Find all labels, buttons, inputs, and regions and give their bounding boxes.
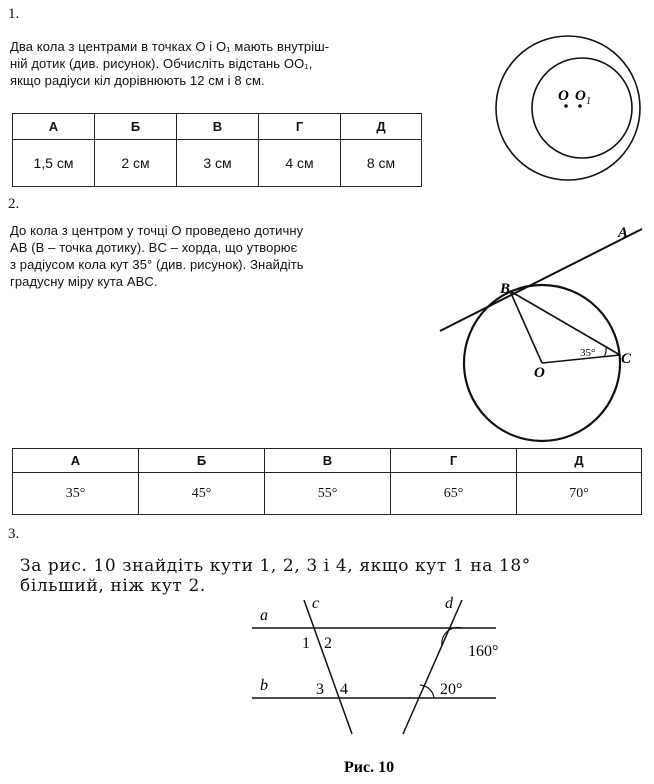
task1-text-line1: Два кола з центрами в точках О і О₁ мають внутріш- — [10, 39, 330, 54]
task2-text-line2: AB (B – точка дотику). BC – хорда, що утворює — [10, 240, 298, 255]
label-o1: O — [575, 88, 586, 104]
label-b: b — [260, 677, 268, 694]
radius-ob — [510, 291, 542, 363]
outer-circle — [496, 36, 640, 180]
angle-4-label: 4 — [340, 681, 348, 698]
inner-circle — [532, 58, 632, 158]
task3-parallel-lines-figure — [240, 592, 530, 782]
task3-text-line1: За рис. 10 знайдіть кути 1, 2, 3 і 4, якщо кут 1 на 18° — [20, 556, 531, 576]
task1-option-letter: Б — [95, 114, 177, 140]
task2-option-value: 35° — [13, 473, 139, 515]
task2-text-line3: з радіусом кола кут 35° (див. рисунок). Знайдіть — [10, 257, 304, 272]
center-o1-dot — [578, 104, 582, 108]
task2-tangent-figure — [430, 215, 654, 450]
angle-2-label: 2 — [324, 635, 332, 652]
task1-text — [10, 38, 450, 89]
task2-answer-table — [12, 448, 642, 515]
task3-text-line2: більший, ніж кут 2. — [20, 576, 206, 596]
task2-option-letter: Д — [517, 449, 642, 473]
angle-20-label: 20° — [440, 681, 463, 698]
task2-number: 2. — [8, 196, 20, 212]
angle-3-label: 3 — [316, 681, 324, 698]
task1-option-value: 4 см — [259, 140, 341, 187]
task3-number: 3. — [8, 526, 20, 542]
tangent-line-ab — [440, 229, 642, 331]
task1-option-value: 2 см — [95, 140, 177, 187]
angle-35-label: 35° — [580, 347, 596, 359]
task1-option-value: 8 см — [341, 140, 422, 187]
task2-option-value: 70° — [517, 473, 642, 515]
task2-option-letter: Б — [139, 449, 265, 473]
task3-text — [20, 556, 650, 596]
angle-160-label: 160° — [468, 643, 499, 660]
task1-option-value: 1,5 см — [13, 140, 95, 187]
task1-option-letter: Д — [341, 114, 422, 140]
label-c: c — [312, 595, 320, 612]
label-d: d — [445, 595, 453, 612]
arc-160 — [442, 627, 462, 646]
angle-1-label: 1 — [302, 635, 310, 652]
center-o-dot — [564, 104, 568, 108]
label-o1-subscript: 1 — [586, 96, 591, 107]
task2-option-letter: А — [13, 449, 139, 473]
transversal-c — [304, 600, 352, 734]
task1-circles-figure — [488, 20, 648, 200]
task2-text — [10, 222, 430, 290]
task1-option-letter: В — [177, 114, 259, 140]
task2-text-line1: До кола з центром у точці O проведено дотичну — [10, 223, 304, 238]
task2-option-value: 65° — [391, 473, 517, 515]
label-o: O — [534, 365, 545, 381]
label-o: O — [558, 88, 569, 104]
task2-option-value: 55° — [265, 473, 391, 515]
task1-answer-table — [12, 113, 422, 187]
task1-text-line3: якщо радіуси кіл дорівнюють 12 см і 8 см. — [10, 73, 265, 88]
label-a: a — [260, 607, 268, 624]
task2-text-line4: градусну міру кута ABC. — [10, 274, 158, 289]
task1-option-letter: Г — [259, 114, 341, 140]
task2-option-value: 45° — [139, 473, 265, 515]
transversal-d — [403, 600, 462, 734]
label-b: B — [500, 281, 511, 297]
task2-option-letter: Г — [391, 449, 517, 473]
task1-option-value: 3 см — [177, 140, 259, 187]
task1-option-letter: А — [13, 114, 95, 140]
figure-caption: Рис. 10 — [344, 759, 395, 776]
task1-number: 1. — [8, 6, 20, 22]
task2-option-letter: В — [265, 449, 391, 473]
task1-text-line2: ній дотик (див. рисунок). Обчисліть відстань ОО₁, — [10, 56, 313, 71]
chord-bc — [510, 291, 620, 355]
label-c: C — [621, 351, 632, 367]
label-a: A — [618, 225, 629, 241]
angle-arc — [604, 347, 606, 357]
